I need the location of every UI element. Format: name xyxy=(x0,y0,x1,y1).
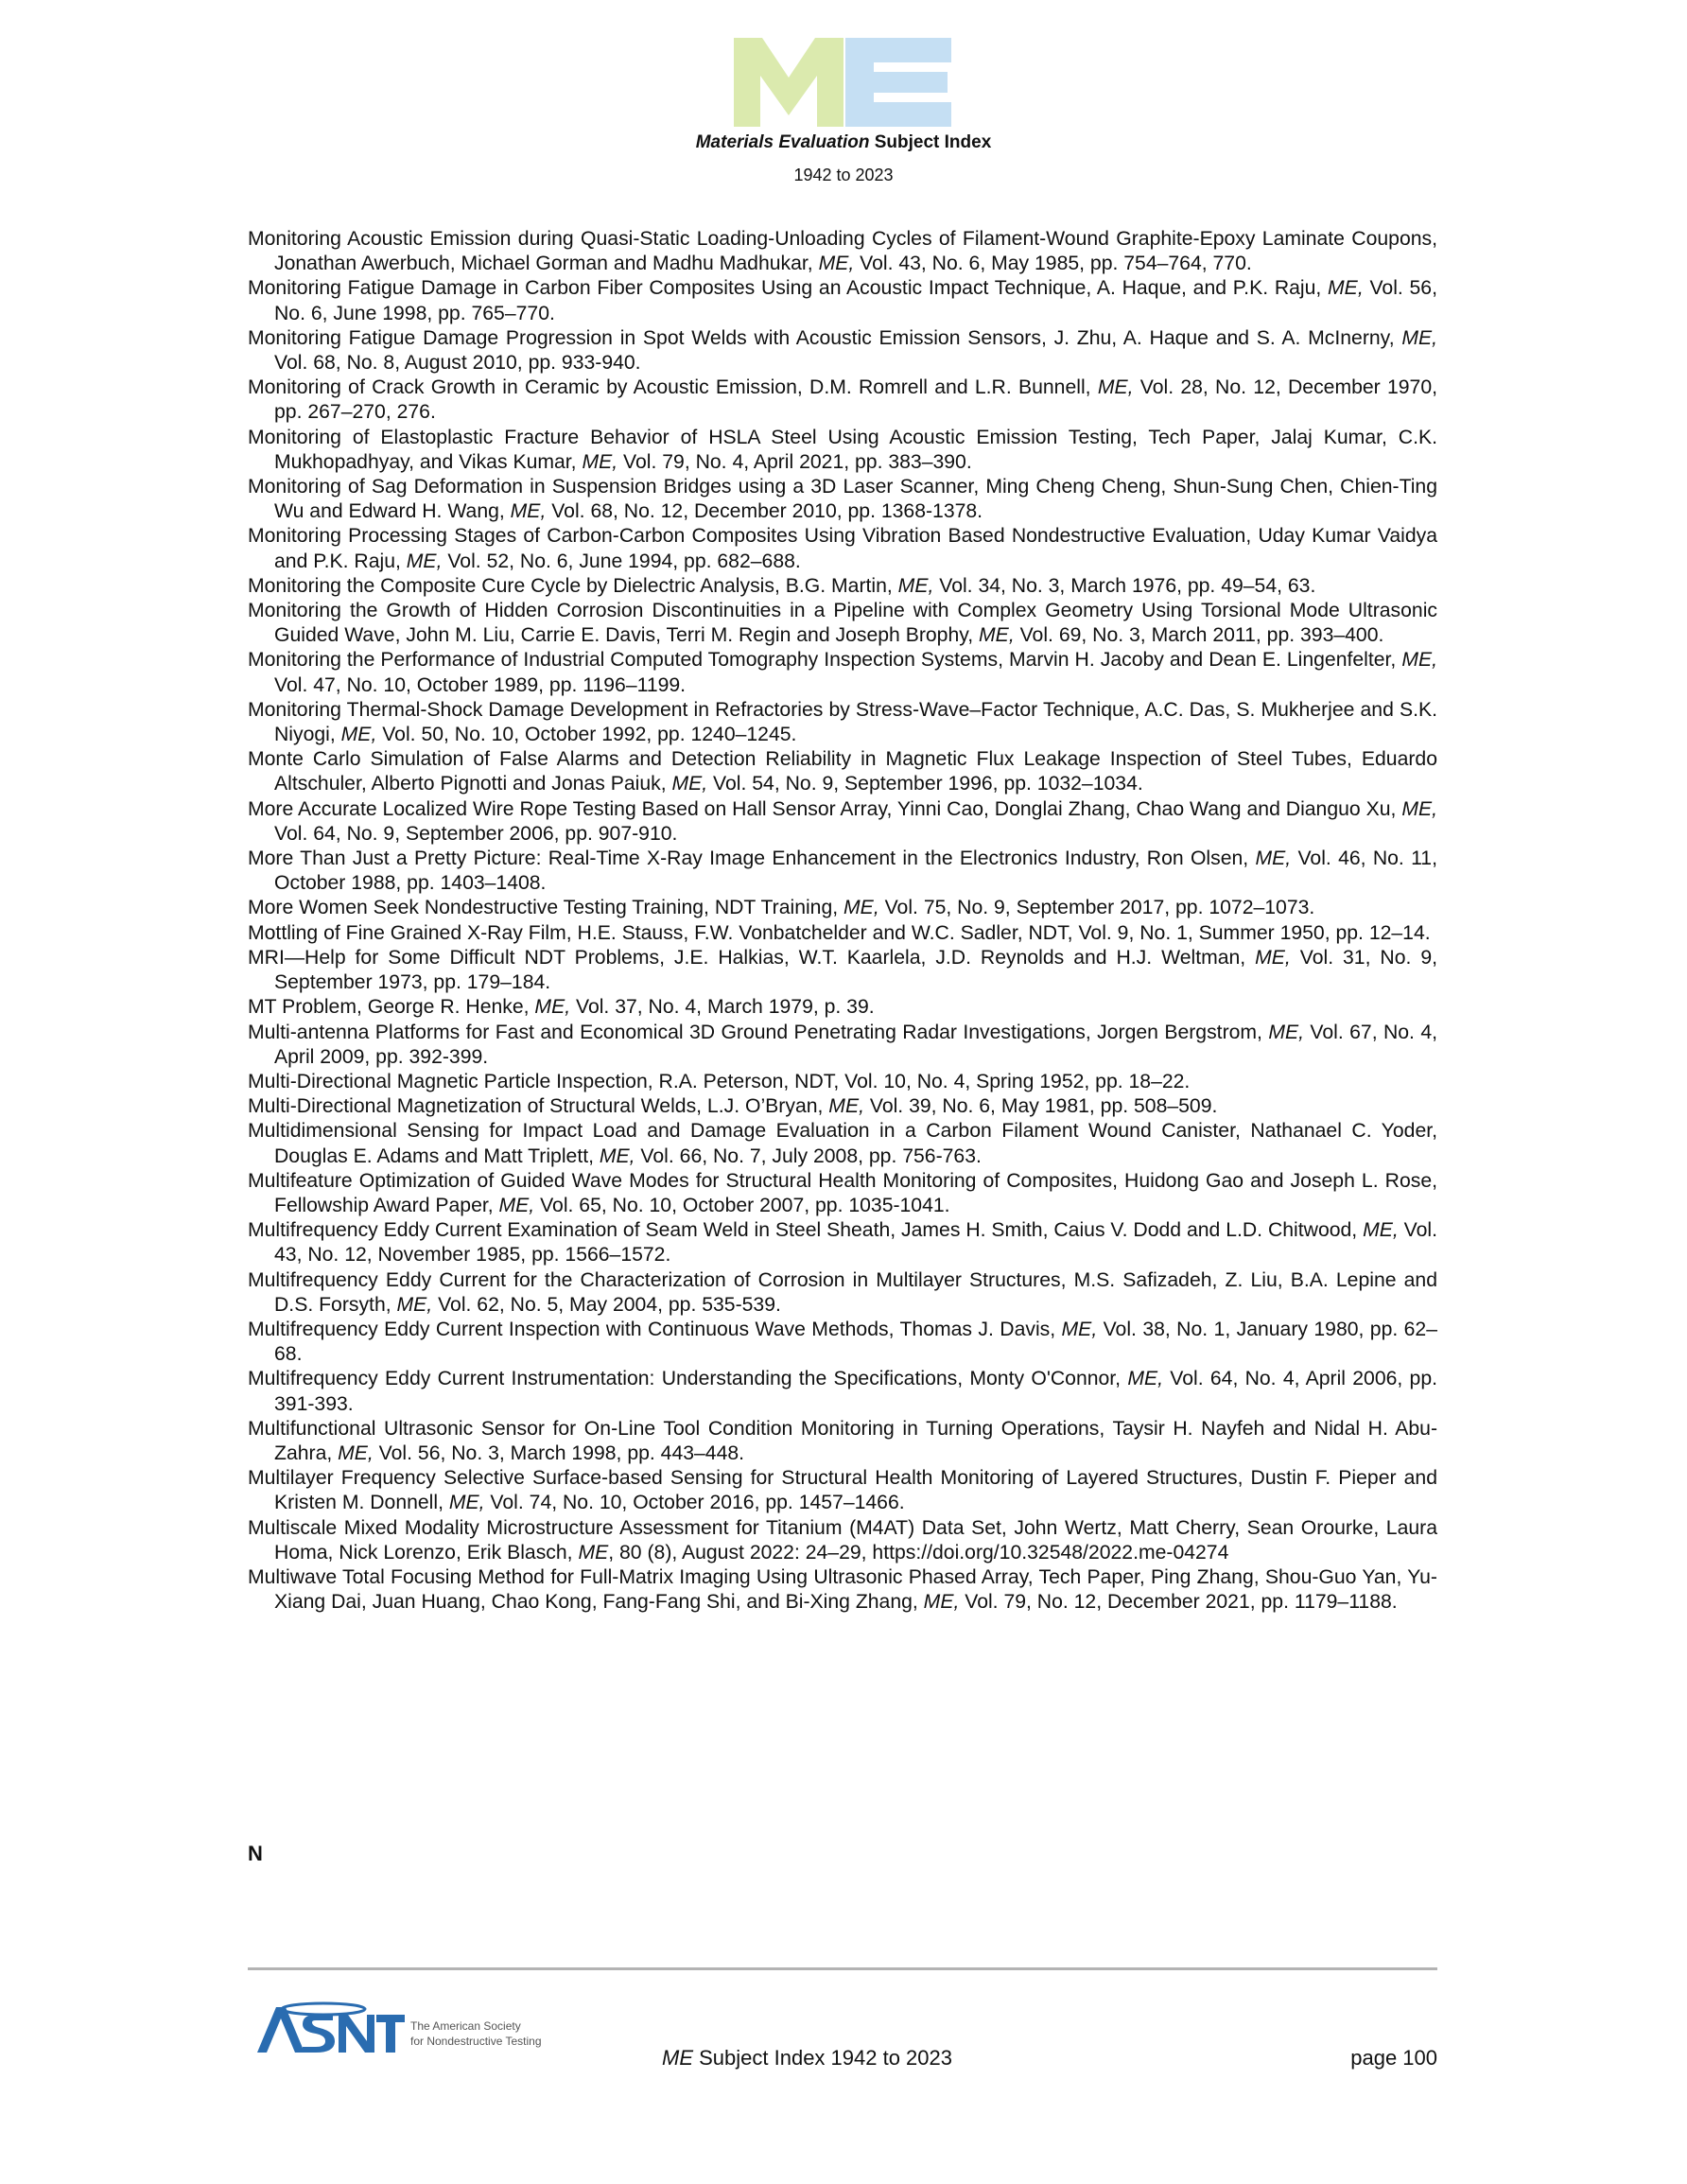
entry-text: Monitoring Acoustic Emission during Quasi-Static Loading-Unloading Cycles of Filament-Wound Graphite-Epoxy Laminate Coupons, Jonathan Awerbuch, Michael Gorman and Madhu Madhukar, xyxy=(248,228,1437,275)
entry-list xyxy=(248,227,1437,1615)
entry-citation: Vol. 64, No. 4, April 2006, pp. 391-393. xyxy=(274,1368,1437,1415)
entry-venue: ME, xyxy=(1363,1219,1399,1242)
entry-citation: Vol. 43, No. 6, May 1985, pp. 754–764, 770. xyxy=(854,253,1252,275)
entry-citation: Vol. 28, No. 12, December 1970, pp. 267–270, 276. xyxy=(274,376,1438,424)
index-title-rest: Subject Index xyxy=(869,132,992,152)
entry-venue: ME, xyxy=(1328,277,1364,300)
entry-citation: Vol. 69, No. 3, March 2011, pp. 393–400. xyxy=(1014,624,1384,647)
index-title-italic: Materials Evaluation xyxy=(695,132,870,152)
index-entry xyxy=(248,1565,1437,1615)
entry-citation: Vol. 50, No. 10, October 1992, pp. 1240–1245. xyxy=(376,724,797,746)
entry-citation: Vol. 66, No. 7, July 2008, pp. 756-763. xyxy=(635,1144,982,1167)
entry-text: Multiscale Mixed Modality Microstructure Assessment for Titanium (M4AT) Data Set, John Wertz, Matt Cherry, Sean Orourke, Laura Homa, Nick Lorenzo, Erik Blasch, xyxy=(248,1516,1437,1564)
entry-text: Monitoring Thermal-Shock Damage Development in Refractories by Stress-Wave–Factor Technique, A.C. Das, S. Mukherjee and S.K. Niyogi, xyxy=(248,698,1437,746)
entry-venue: ME, xyxy=(582,450,618,473)
entry-citation: Vol. 37, No. 4, March 1979, p. 39. xyxy=(570,996,875,1019)
index-entry xyxy=(248,648,1437,697)
footer-index-rest: Subject Index 1942 to 2023 xyxy=(693,2046,952,2070)
entry-text: Monitoring the Performance of Industrial Computed Tomography Inspection Systems, Marvin H. Jacoby and Dean E. Lingenfelter, xyxy=(248,649,1402,672)
entry-citation: Vol. 46, No. 11, October 1988, pp. 1403–1408. xyxy=(274,847,1437,895)
entry-venue: ME, xyxy=(1061,1318,1098,1340)
entry-venue: ME, xyxy=(510,500,547,523)
index-entry xyxy=(248,1070,1437,1094)
entry-text: MT Problem, George R. Henke, xyxy=(248,996,535,1019)
index-year-range: 1942 to 2023 xyxy=(793,166,894,184)
entry-citation: Vol. 68, No. 8, August 2010, pp. 933-940. xyxy=(274,352,641,375)
entry-citation: Vol. 75, No. 9, September 2017, pp. 1072–1073. xyxy=(878,897,1315,919)
entry-venue: ME, xyxy=(1401,326,1437,349)
index-entry xyxy=(248,524,1437,573)
footer-index-title xyxy=(662,2046,952,2070)
section-letter: N xyxy=(248,1842,263,1865)
index-entry xyxy=(248,847,1437,896)
entry-citation: Vol. 38, No. 1, January 1980, pp. 62–68. xyxy=(274,1318,1437,1366)
entry-venue: ME, xyxy=(828,1095,864,1118)
index-entry xyxy=(248,1367,1437,1416)
entry-text: Multifrequency Eddy Current Examination of Seam Weld in Steel Sheath, James H. Smith, Caius V. Dodd and L.D. Chitwood, xyxy=(248,1219,1364,1242)
entry-venue: ME, xyxy=(599,1144,635,1167)
entry-text: Monitoring of Sag Deformation in Suspension Bridges using a 3D Laser Scanner, Ming Cheng Cheng, Shun-Sung Chen, Chien-Ting Wu and Edward H. Wang, xyxy=(248,476,1437,523)
index-entry xyxy=(248,1218,1437,1267)
entry-citation: Vol. 65, No. 10, October 2007, pp. 1035-1041. xyxy=(534,1194,950,1216)
index-entry xyxy=(248,797,1437,847)
entry-text: Multifrequency Eddy Current Inspection with Continuous Wave Methods, Thomas J. Davis, xyxy=(248,1318,1062,1340)
entry-citation: Vol. 52, No. 6, June 1994, pp. 682–688. xyxy=(442,550,801,572)
entry-text: Monitoring the Growth of Hidden Corrosion Discontinuities in a Pipeline with Complex Geometry Using Torsional Mode Ultrasonic Guided Wave, John M. Liu, Carrie E. Davis, Terri M. Regin and Joseph Brophy, xyxy=(248,600,1437,647)
entry-text: Multifrequency Eddy Current Instrumentation: Understanding the Specifications, Monty O'Connor, xyxy=(248,1368,1128,1390)
entry-text: Multiwave Total Focusing Method for Full-Matrix Imaging Using Ultrasonic Phased Array, Tech Paper, Ping Zhang, Shou-Guo Yan, Yu-Xiang Dai, Juan Huang, Chao Kong, Fang-Fang Shi, and Bi-Xing Zhang, xyxy=(248,1565,1437,1614)
index-entry xyxy=(248,599,1437,648)
entry-venue: ME, xyxy=(498,1194,535,1216)
footer-rule xyxy=(248,1967,1437,1970)
entry-citation: Vol. 67, No. 4, April 2009, pp. 392-399. xyxy=(274,1021,1437,1068)
entry-venue: ME xyxy=(578,1541,609,1564)
index-entry xyxy=(248,995,1437,1020)
index-entry xyxy=(248,698,1437,747)
index-entry xyxy=(248,1516,1437,1565)
index-entry xyxy=(248,475,1437,524)
entry-text: Monitoring Processing Stages of Carbon-Carbon Composites Using Vibration Based Nondestructive Evaluation, Uday Kumar Vaidya and P.K. Raju, xyxy=(248,525,1437,572)
page-number: page 100 xyxy=(1350,2046,1437,2070)
entry-text: Multi-Directional Magnetic Particle Inspection, R.A. Peterson, NDT, Vol. 10, No. 4, Spring 1952, pp. 18–22. xyxy=(248,1070,1191,1092)
index-entry xyxy=(248,921,1437,946)
entry-venue: ME, xyxy=(844,897,879,919)
entry-venue: ME, xyxy=(923,1591,960,1614)
entry-citation: Vol. 79, No. 4, April 2021, pp. 383–390. xyxy=(617,450,972,473)
asnt-logo xyxy=(257,1998,542,2060)
entry-citation: Vol. 54, No. 9, September 1996, pp. 1032–1034. xyxy=(707,773,1143,795)
entry-text: Monte Carlo Simulation of False Alarms and Detection Reliability in Magnetic Flux Leakage Inspection of Steel Tubes, Eduardo Altschuler, Alberto Pignotti and Jonas Paiuk, xyxy=(248,748,1437,795)
entry-text: Multifunctional Ultrasonic Sensor for On-Line Tool Condition Monitoring in Turning Operations, Taysir H. Nayfeh and Nidal H. Abu-Zahra, xyxy=(248,1417,1437,1464)
entry-citation: Vol. 74, No. 10, October 2016, pp. 1457–1466. xyxy=(484,1492,905,1514)
index-entry xyxy=(248,1318,1437,1367)
entry-venue: ME, xyxy=(818,253,855,275)
entry-citation: Vol. 79, No. 12, December 2021, pp. 1179–1188. xyxy=(959,1591,1398,1614)
entry-venue: ME, xyxy=(1401,797,1437,820)
entry-venue: ME, xyxy=(897,574,934,597)
entry-venue: ME, xyxy=(338,1441,374,1464)
index-entry xyxy=(248,1119,1437,1168)
index-entry xyxy=(248,1021,1437,1070)
entry-text: Multilayer Frequency Selective Surface-based Sensing for Structural Health Monitoring of Layered Structures, Dustin F. Pieper and Kristen M. Donnell, xyxy=(248,1467,1437,1514)
index-entry xyxy=(248,896,1437,920)
entry-venue: ME, xyxy=(671,773,708,795)
entry-citation: Vol. 34, No. 3, March 1976, pp. 49–54, 63. xyxy=(933,574,1316,597)
index-entry xyxy=(248,276,1437,325)
index-entry xyxy=(248,1268,1437,1318)
entry-text: Monitoring Fatigue Damage in Carbon Fiber Composites Using an Acoustic Impact Technique, A. Haque, and P.K. Raju, xyxy=(248,277,1329,300)
entry-venue: ME, xyxy=(1401,649,1437,672)
entry-venue: ME, xyxy=(534,996,571,1019)
entry-venue: ME, xyxy=(979,624,1015,647)
entry-citation: , 80 (8), August 2022: 24–29, https://doi.org/10.32548/2022.me-04274 xyxy=(608,1541,1229,1564)
entry-citation: Vol. 62, No. 5, May 2004, pp. 535-539. xyxy=(432,1293,781,1316)
entry-text: Multi-antenna Platforms for Fast and Economical 3D Ground Penetrating Radar Investigations, Jorgen Bergstrom, xyxy=(248,1021,1269,1043)
index-entry xyxy=(248,1466,1437,1515)
entry-venue: ME, xyxy=(1268,1021,1305,1043)
entry-text: MRI—Help for Some Difficult NDT Problems, J.E. Halkias, W.T. Kaarlela, J.D. Reynolds and H.J. Weltman, xyxy=(248,946,1256,969)
entry-citation: Vol. 64, No. 9, September 2006, pp. 907-910. xyxy=(274,822,678,845)
entry-citation: Vol. 43, No. 12, November 1985, pp. 1566–1572. xyxy=(274,1219,1438,1267)
footer-index-italic: ME xyxy=(662,2046,693,2070)
entry-citation: Vol. 56, No. 3, March 1998, pp. 443–448. xyxy=(373,1441,745,1464)
asnt-name-line1: The American Society xyxy=(410,2019,521,2033)
entry-venue: ME, xyxy=(406,550,443,572)
entry-venue: ME, xyxy=(1127,1368,1164,1390)
entry-venue: ME, xyxy=(340,724,377,746)
entry-text: Monitoring the Composite Cure Cycle by Dielectric Analysis, B.G. Martin, xyxy=(248,574,898,597)
asnt-name-line2: for Nondestructive Testing xyxy=(410,2035,542,2048)
entry-text: Monitoring Fatigue Damage Progression in Spot Welds with Acoustic Emission Sensors, J. Zhu, A. Haque and S. A. McInerny, xyxy=(248,326,1402,349)
entry-text: Multifrequency Eddy Current for the Characterization of Corrosion in Multilayer Structures, M.S. Safizadeh, Z. Liu, B.A. Lepine and D.S. Forsyth, xyxy=(248,1268,1437,1316)
index-entry xyxy=(248,1094,1437,1119)
entry-citation: Vol. 39, No. 6, May 1981, pp. 508–509. xyxy=(863,1095,1218,1118)
entry-text: Mottling of Fine Grained X-Ray Film, H.E. Stauss, F.W. Vonbatchelder and W.C. Sadler, NDT, Vol. 9, No. 1, Summer 1950, pp. 12–14. xyxy=(248,921,1431,944)
index-entry xyxy=(248,326,1437,376)
index-entry xyxy=(248,227,1437,276)
entry-citation: Vol. 68, No. 12, December 2010, pp. 1368-1378. xyxy=(546,500,983,523)
entry-text: Multifeature Optimization of Guided Wave Modes for Structural Health Monitoring of Composites, Huidong Gao and Joseph L. Rose, Fellowship Award Paper, xyxy=(248,1169,1437,1216)
index-entry xyxy=(248,376,1437,425)
entry-text: Multi-Directional Magnetization of Structural Welds, L.J. O’Bryan, xyxy=(248,1095,829,1118)
entry-venue: ME, xyxy=(396,1293,433,1316)
index-entry xyxy=(248,1417,1437,1466)
entry-text: More Accurate Localized Wire Rope Testing Based on Hall Sensor Array, Yinni Cao, Donglai Zhang, Chao Wang and Dianguo Xu, xyxy=(248,797,1402,820)
entry-citation: Vol. 56, No. 6, June 1998, pp. 765–770. xyxy=(274,277,1437,324)
index-entry xyxy=(248,747,1437,796)
entry-text: More Than Just a Pretty Picture: Real-Time X-Ray Image Enhancement in the Electronics Industry, Ron Olsen, xyxy=(248,847,1256,870)
me-logo xyxy=(734,38,951,127)
index-entry xyxy=(248,574,1437,599)
index-entry xyxy=(248,426,1437,475)
entry-citation: Vol. 31, No. 9, September 1973, pp. 179–184. xyxy=(274,946,1437,994)
entry-text: Monitoring of Crack Growth in Ceramic by Acoustic Emission, D.M. Romrell and L.R. Bunnell, xyxy=(248,376,1098,399)
entry-venue: ME, xyxy=(1255,946,1291,969)
index-entry xyxy=(248,1169,1437,1218)
entry-venue: ME, xyxy=(1097,376,1134,399)
entry-text: More Women Seek Nondestructive Testing Training, NDT Training, xyxy=(248,897,844,919)
entry-text: Multidimensional Sensing for Impact Load and Damage Evaluation in a Carbon Filament Wound Canister, Nathanael C. Yoder, Douglas E. Adams and Matt Triplett, xyxy=(248,1120,1437,1167)
entry-citation: Vol. 47, No. 10, October 1989, pp. 1196–1199. xyxy=(274,673,687,696)
entry-venue: ME, xyxy=(448,1492,485,1514)
index-entry xyxy=(248,946,1437,995)
entry-text: Monitoring of Elastoplastic Fracture Behavior of HSLA Steel Using Acoustic Emission Testing, Tech Paper, Jalaj Kumar, C.K. Mukhopadhyay, and Vikas Kumar, xyxy=(248,426,1437,473)
entry-venue: ME, xyxy=(1255,847,1292,870)
index-title xyxy=(0,132,1687,153)
